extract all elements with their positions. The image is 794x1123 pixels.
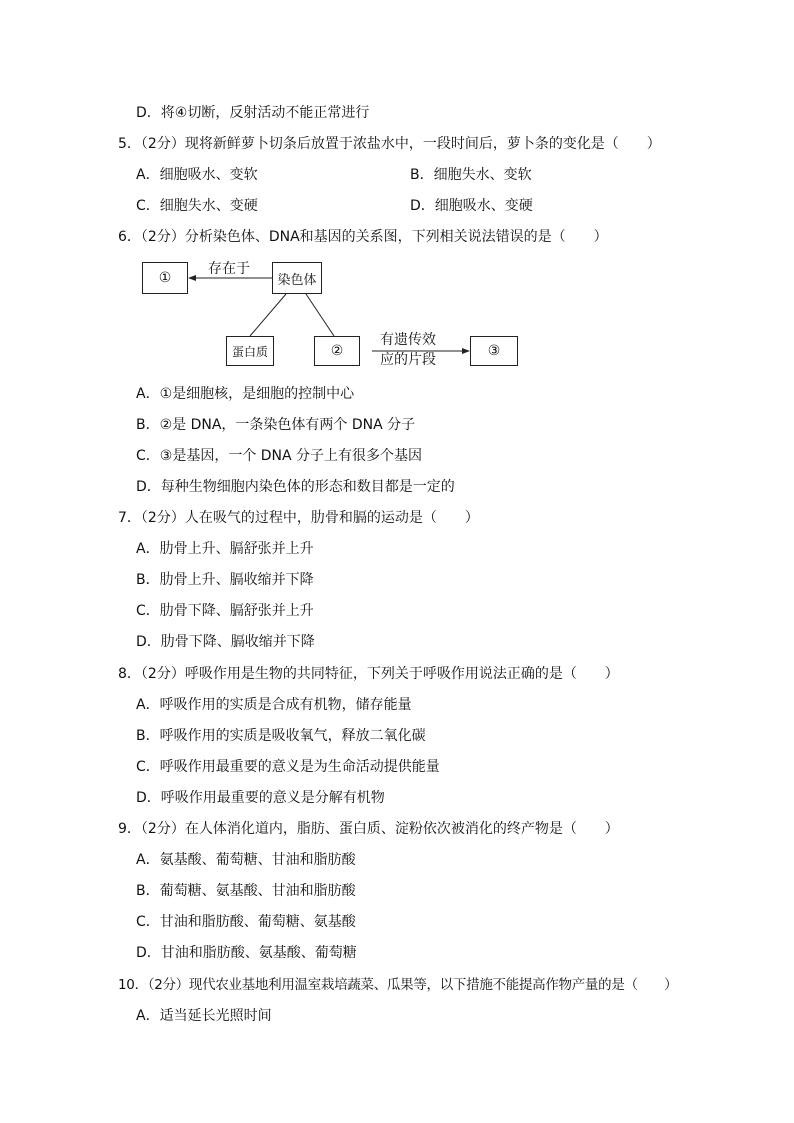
q5-option-c: C．细胞失水、变硬 bbox=[136, 198, 258, 214]
q8-option-d: D．呼吸作用最重要的意义是分解有机物 bbox=[136, 790, 385, 806]
q10-option-a: A．适当延长光照时间 bbox=[136, 1008, 272, 1024]
line-to-dna bbox=[306, 294, 334, 336]
diagram-box-1: ① bbox=[142, 262, 188, 294]
label-genetic-effect-line1: 有遗传效 bbox=[380, 332, 436, 348]
line-to-protein bbox=[250, 294, 286, 336]
arrow-head-right bbox=[462, 348, 470, 354]
q8-option-b: B．呼吸作用的实质是吸收氧气，释放二氧化碳 bbox=[136, 728, 426, 744]
q6-option-b: B．②是 DNA，一条染色体有两个 DNA 分子 bbox=[136, 417, 416, 433]
q5-option-a: A．细胞吸水、变软 bbox=[136, 167, 258, 183]
q8-option-a: A．呼吸作用的实质是合成有机物，储存能量 bbox=[136, 697, 412, 713]
q5-option-b: B．细胞失水、变软 bbox=[410, 167, 532, 183]
q6-option-d: D．每种生物细胞内染色体的形态和数目都是一定的 bbox=[136, 479, 455, 495]
q7-option-c: C．肋骨下降、膈舒张并上升 bbox=[136, 603, 314, 619]
q5-option-d: D．细胞吸水、变硬 bbox=[410, 198, 533, 214]
q9-option-c: C．甘油和脂肪酸、葡萄糖、氨基酸 bbox=[136, 914, 356, 930]
diagram-box-2: ② bbox=[314, 336, 360, 366]
q7-option-d: D．肋骨下降、膈收缩并下降 bbox=[136, 634, 315, 650]
label-exists-in: 存在于 bbox=[208, 261, 250, 277]
diagram-box-3: ③ bbox=[470, 336, 518, 366]
q9-option-d: D．甘油和脂肪酸、氨基酸、葡萄糖 bbox=[136, 945, 357, 961]
q8-option-c: C．呼吸作用最重要的意义是为生命活动提供能量 bbox=[136, 759, 440, 775]
chromosome-dna-gene-diagram bbox=[138, 256, 528, 372]
q6-option-a: A．①是细胞核，是细胞的控制中心 bbox=[136, 386, 355, 402]
q4-option-d: D．将④切断，反射活动不能正常进行 bbox=[136, 105, 370, 121]
question-6: 6．（2分）分析染色体、DNA和基因的关系图，下列相关说法错误的是（ ） bbox=[118, 229, 608, 245]
q6-option-c: C．③是基因，一个 DNA 分子上有很多个基因 bbox=[136, 448, 423, 464]
q9-option-b: B．葡萄糖、氨基酸、甘油和脂肪酸 bbox=[136, 883, 356, 899]
q7-option-a: A．肋骨上升、膈舒张并上升 bbox=[136, 541, 314, 557]
q9-option-a: A．氨基酸、葡萄糖、甘油和脂肪酸 bbox=[136, 852, 356, 868]
arrow-head-left bbox=[188, 275, 196, 281]
diagram-box-chromosome: 染色体 bbox=[272, 262, 322, 294]
question-5: 5．（2分）现将新鲜萝卜切条后放置于浓盐水中，一段时间后，萝卜条的变化是（ ） bbox=[118, 136, 661, 152]
question-8: 8．（2分）呼吸作用是生物的共同特征，下列关于呼吸作用说法正确的是（ ） bbox=[118, 666, 619, 682]
question-9: 9．（2分）在人体消化道内，脂肪、蛋白质、淀粉依次被消化的终产物是（ ） bbox=[118, 821, 619, 837]
question-7: 7．（2分）人在吸气的过程中，肋骨和膈的运动是（ ） bbox=[118, 510, 479, 526]
question-10: 10．（2分）现代农业基地利用温室栽培蔬菜、瓜果等，以下措施不能提高作物产量的是（ ） bbox=[118, 977, 678, 993]
q7-option-b: B．肋骨上升、膈收缩并下降 bbox=[136, 572, 314, 588]
diagram-box-protein: 蛋白质 bbox=[226, 336, 274, 366]
label-genetic-effect-line2: 应的片段 bbox=[380, 352, 436, 368]
